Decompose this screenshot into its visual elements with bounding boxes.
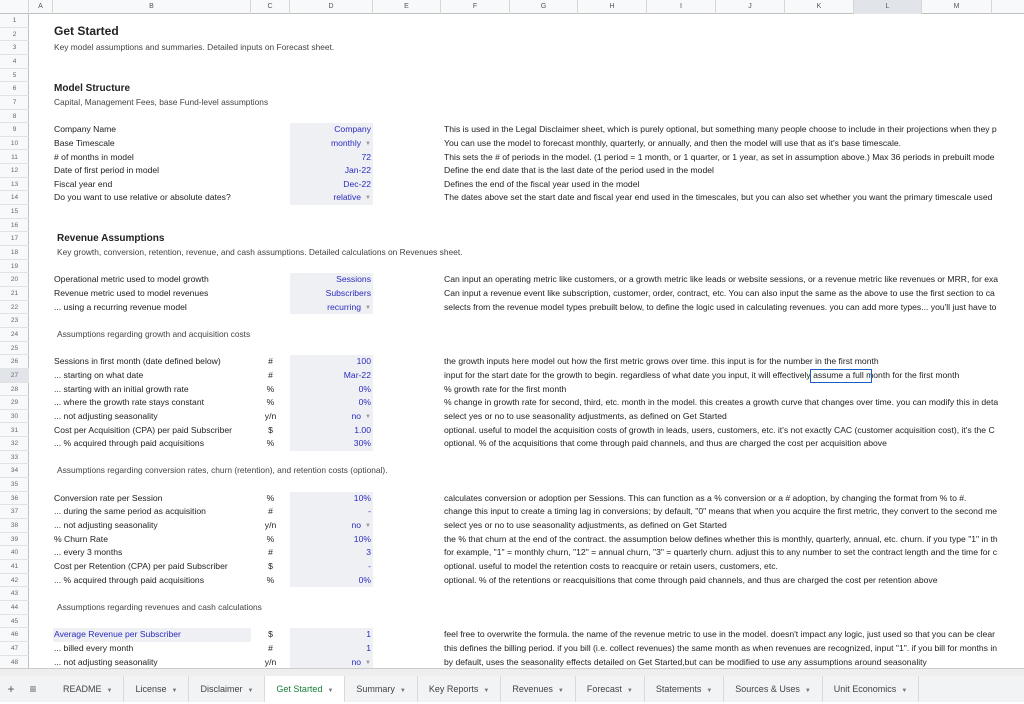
- column-header-L[interactable]: L: [854, 0, 922, 14]
- row-header-45[interactable]: 45: [0, 615, 29, 629]
- section-subtitle: Assumptions regarding growth and acquisition costs: [57, 328, 251, 339]
- input-value-text: Mar-22: [343, 369, 371, 380]
- row-header-33[interactable]: 33: [0, 451, 29, 465]
- row-header-27[interactable]: 27: [0, 369, 29, 383]
- chevron-down-icon[interactable]: ▼: [901, 688, 908, 694]
- section-subtitle: Key growth, conversion, retention, revenue, and cash assumptions. Detailed calculations on Revenues sheet.: [57, 247, 463, 258]
- input-value-text: no: [351, 656, 362, 667]
- assumption-label: Company Name: [54, 124, 117, 135]
- sheet-tab-summary[interactable]: [345, 676, 417, 702]
- assumption-label: Do you want to use relative or absolute dates?: [54, 192, 231, 203]
- assumption-note: select yes or no to use seasonality adjustments, as defined on Get Started: [444, 520, 727, 531]
- row-header-42[interactable]: 42: [0, 574, 29, 588]
- row-header-40[interactable]: 40: [0, 546, 29, 560]
- input-value[interactable]: [290, 151, 371, 165]
- assumption-note: The dates above set the start date and fiscal year end used in the timescales, but you can also set whether you want the primary timescale used: [444, 192, 993, 203]
- assumption-note: calculates conversion or adoption per Sessions. This can function as a % conversion or a # adoption, by changing the format from % to #.: [444, 492, 967, 503]
- input-value-text: Company: [334, 124, 371, 135]
- row-header-16[interactable]: 16: [0, 219, 29, 233]
- input-value[interactable]: [290, 642, 371, 656]
- row-header-12[interactable]: 12: [0, 164, 29, 178]
- row-header-9[interactable]: 9: [0, 123, 29, 137]
- row-header-2[interactable]: 2: [0, 28, 29, 42]
- column-header-M[interactable]: M: [922, 0, 992, 14]
- row-header-24[interactable]: 24: [0, 328, 29, 342]
- assumption-note: optional. % of the retentions or reacquisitions that come through paid channels, and thus are charged the cost per retention above: [444, 574, 938, 585]
- row-header-3[interactable]: 3: [0, 41, 29, 55]
- tab-label: Disclaimer: [200, 684, 243, 694]
- row-header-19[interactable]: 19: [0, 260, 29, 274]
- assumption-label: ... % acquired through paid acquisitions: [54, 438, 205, 449]
- input-value[interactable]: [290, 355, 371, 369]
- input-value-text: 3: [366, 547, 371, 558]
- section-subtitle: Capital, Management Fees, base Fund-level assumptions: [54, 96, 269, 107]
- assumption-label: ... % acquired through paid acquisitions: [54, 574, 205, 585]
- section-subtitle: Key model assumptions and summaries. Detailed inputs on Forecast sheet.: [54, 42, 335, 53]
- dropdown-input[interactable]: [290, 301, 371, 315]
- corner-cell[interactable]: [0, 0, 29, 14]
- unit-label: #: [268, 547, 273, 558]
- row-header-35[interactable]: 35: [0, 478, 29, 492]
- row-header-17[interactable]: 17: [0, 232, 29, 246]
- assumption-note: optional. useful to model the acquisition costs of growth in leads, users, customers, etc. it's not exactly CAC (customer acquisition cost), it's the C: [444, 424, 995, 435]
- unit-label: #: [268, 356, 273, 367]
- input-value[interactable]: [290, 560, 371, 574]
- row-header-36[interactable]: 36: [0, 492, 29, 506]
- assumption-note: optional. % of the acquisitions that come through paid channels, and thus are charged the cost per acquisition above: [444, 438, 887, 449]
- row-header-32[interactable]: 32: [0, 437, 29, 451]
- tab-label: License: [135, 684, 167, 694]
- row-header-34[interactable]: 34: [0, 464, 29, 478]
- input-value[interactable]: [290, 437, 371, 451]
- assumption-label: % Churn Rate: [54, 533, 108, 544]
- input-value-text: -: [368, 506, 371, 517]
- row-header-21[interactable]: 21: [0, 287, 29, 301]
- row-header-48[interactable]: 48: [0, 656, 29, 670]
- row-header-37[interactable]: 37: [0, 505, 29, 519]
- row-header-28[interactable]: 28: [0, 383, 29, 397]
- assumption-note: Can input an operating metric like customers, or a growth metric like leads or website sessions, or a revenue metric like revenues or MRR, for exa: [444, 274, 999, 285]
- sheet-tab-revenues[interactable]: [501, 676, 575, 702]
- add-sheet-icon[interactable]: +: [7, 682, 15, 696]
- assumption-note: input for the start date for the growth to begin. regardless of what date you input, it will effectively assume a full month for the first month: [444, 369, 960, 380]
- input-value[interactable]: [290, 123, 371, 137]
- chevron-down-icon[interactable]: ▼: [106, 688, 113, 694]
- assumption-label: ... during the same period as acquisition: [54, 506, 206, 517]
- tab-label: README: [63, 684, 102, 694]
- assumption-note: for example, "1" = monthly churn, "12" = annual churn, "3" = quarterly churn. adjust this to any number to set the contract length and the time for c: [444, 547, 998, 558]
- column-header-K[interactable]: K: [785, 0, 854, 14]
- column-header-J[interactable]: J: [716, 0, 785, 14]
- row-headers: [0, 14, 29, 668]
- chevron-down-icon[interactable]: ▼: [804, 688, 811, 694]
- assumption-label: ... starting on what date: [54, 369, 144, 380]
- assumption-note: the growth inputs here model out how the first metric grows over time. this input is for the number in the first month: [444, 356, 879, 367]
- input-value-text: 100: [356, 356, 371, 367]
- assumption-note: select yes or no to use seasonality adjustments, as defined on Get Started: [444, 410, 727, 421]
- input-value[interactable]: [290, 533, 371, 547]
- row-header-18[interactable]: 18: [0, 246, 29, 260]
- dropdown-input[interactable]: [290, 410, 371, 424]
- chevron-down-icon[interactable]: ▼: [327, 688, 334, 694]
- page-title: Get Started: [54, 23, 119, 38]
- input-value-text: 72: [361, 151, 371, 162]
- unit-label: %: [266, 438, 275, 449]
- unit-label: %: [266, 397, 275, 408]
- input-value-text: recurring: [327, 301, 362, 312]
- input-value-text: 0%: [358, 574, 371, 585]
- sheet-tab-license[interactable]: [124, 676, 189, 702]
- row-header-7[interactable]: 7: [0, 96, 29, 110]
- unit-label: $: [268, 629, 273, 640]
- dropdown-input[interactable]: [290, 191, 371, 205]
- input-value[interactable]: [290, 492, 371, 506]
- sheet-tab-forecast[interactable]: [576, 676, 645, 702]
- row-header-5[interactable]: 5: [0, 69, 29, 83]
- unit-label: %: [266, 574, 275, 585]
- assumption-note: feel free to overwrite the formula. the name of the revenue metric to use in the model. doesn't impact any logic, just used so that you can be clear: [444, 629, 995, 640]
- input-value-text: relative: [333, 192, 362, 203]
- all-sheets-icon[interactable]: ≡: [29, 682, 37, 696]
- sheet-tab-get-started[interactable]: [265, 676, 345, 702]
- assumption-label: # of months in model: [54, 151, 134, 162]
- assumption-note: % change in growth rate for second, third, etc. month in the model. this creates a growth curve that changes over time. you can modify this in deta: [444, 397, 999, 408]
- input-value[interactable]: [290, 164, 371, 178]
- assumption-label: Fiscal year end: [54, 178, 113, 189]
- row-header-29[interactable]: 29: [0, 396, 29, 410]
- tab-label: Summary: [356, 684, 395, 694]
- row-header-25[interactable]: 25: [0, 342, 29, 356]
- assumption-note: This sets the # of periods in the model. (1 period = 1 month, or 1 quarter, or 1 year, as set in assumption above.) Max 36 periods in prebuilt mode: [444, 151, 995, 162]
- input-value-text: 10%: [353, 492, 371, 503]
- chevron-down-icon[interactable]: ▼: [557, 688, 564, 694]
- section-title: Model Structure: [54, 83, 131, 95]
- tab-label: Unit Economics: [833, 684, 897, 694]
- assumption-label: ... starting with an initial growth rate: [54, 383, 189, 394]
- tab-label: Revenues: [512, 684, 553, 694]
- row-header-1[interactable]: 1: [0, 14, 29, 28]
- assumption-label[interactable]: Average Revenue per Subscriber: [54, 629, 181, 640]
- input-value[interactable]: [290, 396, 371, 410]
- row-header-20[interactable]: 20: [0, 273, 29, 287]
- input-value[interactable]: [290, 369, 371, 383]
- dropdown-input[interactable]: [290, 137, 371, 151]
- assumption-label: ... not adjusting seasonality: [54, 656, 158, 667]
- input-value-text: Dec-22: [343, 178, 371, 189]
- dropdown-arrow-icon[interactable]: ▼: [365, 304, 371, 311]
- row-header-39[interactable]: 39: [0, 533, 29, 547]
- input-value[interactable]: [290, 574, 371, 588]
- dropdown-arrow-icon[interactable]: ▼: [365, 413, 371, 420]
- assumption-label: ... billed every month: [54, 642, 134, 653]
- column-header-D[interactable]: D: [290, 0, 373, 14]
- row-header-26[interactable]: 26: [0, 355, 29, 369]
- assumption-note: Can input a revenue event like subscription, customer, order, contract, etc. You can also input the same as the above to use the first section to ca: [444, 288, 995, 298]
- assumption-label: Conversion rate per Session: [54, 492, 163, 503]
- input-value[interactable]: [290, 287, 371, 301]
- row-header-41[interactable]: 41: [0, 560, 29, 574]
- row-header-14[interactable]: 14: [0, 191, 29, 205]
- assumption-label: ... using a recurring revenue model: [54, 301, 187, 312]
- assumption-label: ... every 3 months: [54, 547, 123, 558]
- unit-label: #: [268, 369, 273, 380]
- assumption-note: this defines the billing period. if you bill (i.e. collect revenues) the same month as when revenues are recognized, input "1". if you bill for months in: [444, 642, 998, 653]
- assumption-note: Define the end date that is the last date of the period used in the model: [444, 165, 714, 176]
- row-header-10[interactable]: 10: [0, 137, 29, 151]
- dropdown-arrow-icon[interactable]: ▼: [365, 195, 371, 202]
- section-subtitle: Assumptions regarding conversion rates, churn (retention), and retention costs (optional).: [57, 465, 388, 476]
- unit-label: y/n: [264, 656, 277, 667]
- row-header-15[interactable]: 15: [0, 205, 29, 219]
- tab-label: Forecast: [586, 684, 622, 694]
- input-value-text: -: [368, 561, 371, 571]
- tab-label: Sources & Uses: [735, 684, 800, 694]
- row-header-31[interactable]: 31: [0, 424, 29, 438]
- column-header-E[interactable]: E: [373, 0, 441, 14]
- row-header-44[interactable]: 44: [0, 601, 29, 615]
- column-header-G[interactable]: G: [510, 0, 578, 14]
- row-header-11[interactable]: 11: [0, 151, 29, 165]
- input-value-text: 1: [366, 629, 371, 640]
- assumption-note: % growth rate for the first month: [444, 383, 567, 394]
- unit-label: $: [268, 561, 273, 571]
- chevron-down-icon[interactable]: ▼: [483, 688, 490, 694]
- sheet-tab-unit-economics[interactable]: [823, 676, 919, 702]
- input-value-text: no: [351, 410, 362, 421]
- row-header-13[interactable]: 13: [0, 178, 29, 192]
- column-header-B[interactable]: B: [53, 0, 251, 14]
- assumption-note: optional. useful to model the retention costs to reacquire or retain users, customers, etc.: [444, 561, 778, 571]
- input-value-text: Jan-22: [344, 165, 371, 176]
- assumption-label: Cost per Acquisition (CPA) per paid Subscriber: [54, 424, 233, 435]
- assumption-note: This is used in the Legal Disclaimer sheet, which is purely optional, but something many people choose to include in their projections when they p: [444, 124, 997, 135]
- assumption-label: ... not adjusting seasonality: [54, 520, 158, 531]
- tab-label: Key Reports: [428, 684, 479, 694]
- input-value[interactable]: [290, 505, 371, 519]
- unit-label: #: [268, 506, 273, 517]
- sheet-tab-key-reports[interactable]: [418, 676, 501, 702]
- dropdown-arrow-icon[interactable]: ▼: [365, 523, 371, 530]
- input-value[interactable]: [290, 628, 371, 642]
- sheet-tab-sources-uses[interactable]: [724, 676, 822, 702]
- section-subtitle: Assumptions regarding revenues and cash calculations: [57, 601, 262, 612]
- input-value-text: 0%: [358, 383, 371, 394]
- selected-cell-outline[interactable]: [810, 369, 872, 383]
- column-header-C[interactable]: C: [251, 0, 290, 14]
- row-header-43[interactable]: 43: [0, 587, 29, 601]
- unit-label: y/n: [264, 410, 277, 421]
- sheet-tab-disclaimer[interactable]: [189, 676, 265, 702]
- unit-label: %: [266, 492, 275, 503]
- chevron-down-icon[interactable]: ▼: [706, 688, 713, 694]
- assumption-note: selects from the revenue model types prebuilt below, to define the logic used in calculating revenues. you can add more types... you'll just have to: [444, 301, 997, 312]
- chevron-down-icon[interactable]: ▼: [399, 688, 406, 694]
- sheet-tab-statements[interactable]: [645, 676, 724, 702]
- row-header-30[interactable]: 30: [0, 410, 29, 424]
- input-value-text: 0%: [358, 397, 371, 408]
- input-value-text: 1.00: [354, 424, 371, 435]
- unit-label: #: [268, 642, 273, 653]
- row-header-4[interactable]: 4: [0, 55, 29, 69]
- chevron-down-icon[interactable]: ▼: [626, 688, 633, 694]
- column-header-I[interactable]: I: [647, 0, 716, 14]
- assumption-label: Base Timescale: [54, 137, 115, 148]
- assumption-note: change this input to create a timing lag in conversions; by default, "0" means that when you acquire the first metric, they convert to the second me: [444, 506, 998, 517]
- chevron-down-icon[interactable]: ▼: [171, 688, 178, 694]
- input-value-text: 1: [366, 642, 371, 653]
- dropdown-input[interactable]: [290, 519, 371, 533]
- sheet-tabs-bar: [0, 676, 1024, 702]
- unit-label: $: [268, 424, 273, 435]
- column-headers: [0, 0, 1024, 14]
- column-header-H[interactable]: H: [578, 0, 647, 14]
- assumption-note: You can use the model to forecast monthly, quarterly, or annually, and then the model will use that as it's base timescale.: [444, 137, 902, 148]
- section-title: Revenue Assumptions: [57, 233, 165, 245]
- column-header-F[interactable]: F: [441, 0, 510, 14]
- input-value[interactable]: [290, 178, 371, 192]
- unit-label: %: [266, 383, 275, 394]
- unit-label: %: [266, 533, 275, 544]
- assumption-label: Date of first period in model: [54, 165, 160, 176]
- assumption-label: ... not adjusting seasonality: [54, 410, 158, 421]
- horizontal-scrollbar[interactable]: [0, 668, 1024, 676]
- assumption-note: Defines the end of the fiscal year used in the model: [444, 178, 640, 189]
- row-header-23[interactable]: 23: [0, 314, 29, 328]
- assumption-note: by default, uses the seasonality effects detailed on Get Started,but can be modified to use any assumptions around seasonality: [444, 656, 927, 667]
- column-header-A[interactable]: A: [29, 0, 53, 14]
- unit-label: y/n: [264, 520, 277, 531]
- assumption-label: Revenue metric used to model revenues: [54, 288, 209, 298]
- sheet-tab-readme[interactable]: [52, 676, 124, 702]
- input-value-text: 30%: [353, 438, 371, 449]
- input-value[interactable]: [290, 424, 371, 438]
- dropdown-arrow-icon[interactable]: ▼: [365, 140, 371, 147]
- tab-label: Statements: [655, 684, 702, 694]
- input-value[interactable]: [290, 273, 371, 287]
- assumption-label: ... where the growth rate stays constant: [54, 397, 204, 408]
- assumption-note: the % that churn at the end of the contract. the assumption below defines whether this is monthly, quarterly, annual, etc. churn. if you type "1" in th: [444, 533, 998, 544]
- input-value-text: 10%: [353, 533, 371, 544]
- assumption-label: Sessions in first month (date defined below): [54, 356, 221, 367]
- tab-label: Get Started: [276, 684, 323, 694]
- dropdown-arrow-icon[interactable]: ▼: [365, 659, 371, 666]
- chevron-down-icon[interactable]: ▼: [247, 688, 254, 694]
- assumption-label: Operational metric used to model growth: [54, 274, 209, 285]
- row-header-22[interactable]: 22: [0, 301, 29, 315]
- row-header-6[interactable]: 6: [0, 82, 29, 96]
- row-header-47[interactable]: 47: [0, 642, 29, 656]
- assumption-label: Cost per Retention (CPA) per paid Subscriber: [54, 561, 228, 571]
- row-header-46[interactable]: 46: [0, 628, 29, 642]
- input-value[interactable]: [290, 383, 371, 397]
- row-header-38[interactable]: 38: [0, 519, 29, 533]
- input-value-text: no: [351, 520, 362, 531]
- dropdown-input[interactable]: [290, 656, 371, 668]
- input-value-text: monthly: [330, 137, 362, 148]
- spreadsheet-grid[interactable]: [29, 14, 1024, 668]
- input-value-text: Subscribers: [325, 288, 371, 298]
- row-header-8[interactable]: 8: [0, 110, 29, 124]
- input-value-text: Sessions: [336, 274, 371, 285]
- input-value[interactable]: [290, 546, 371, 560]
